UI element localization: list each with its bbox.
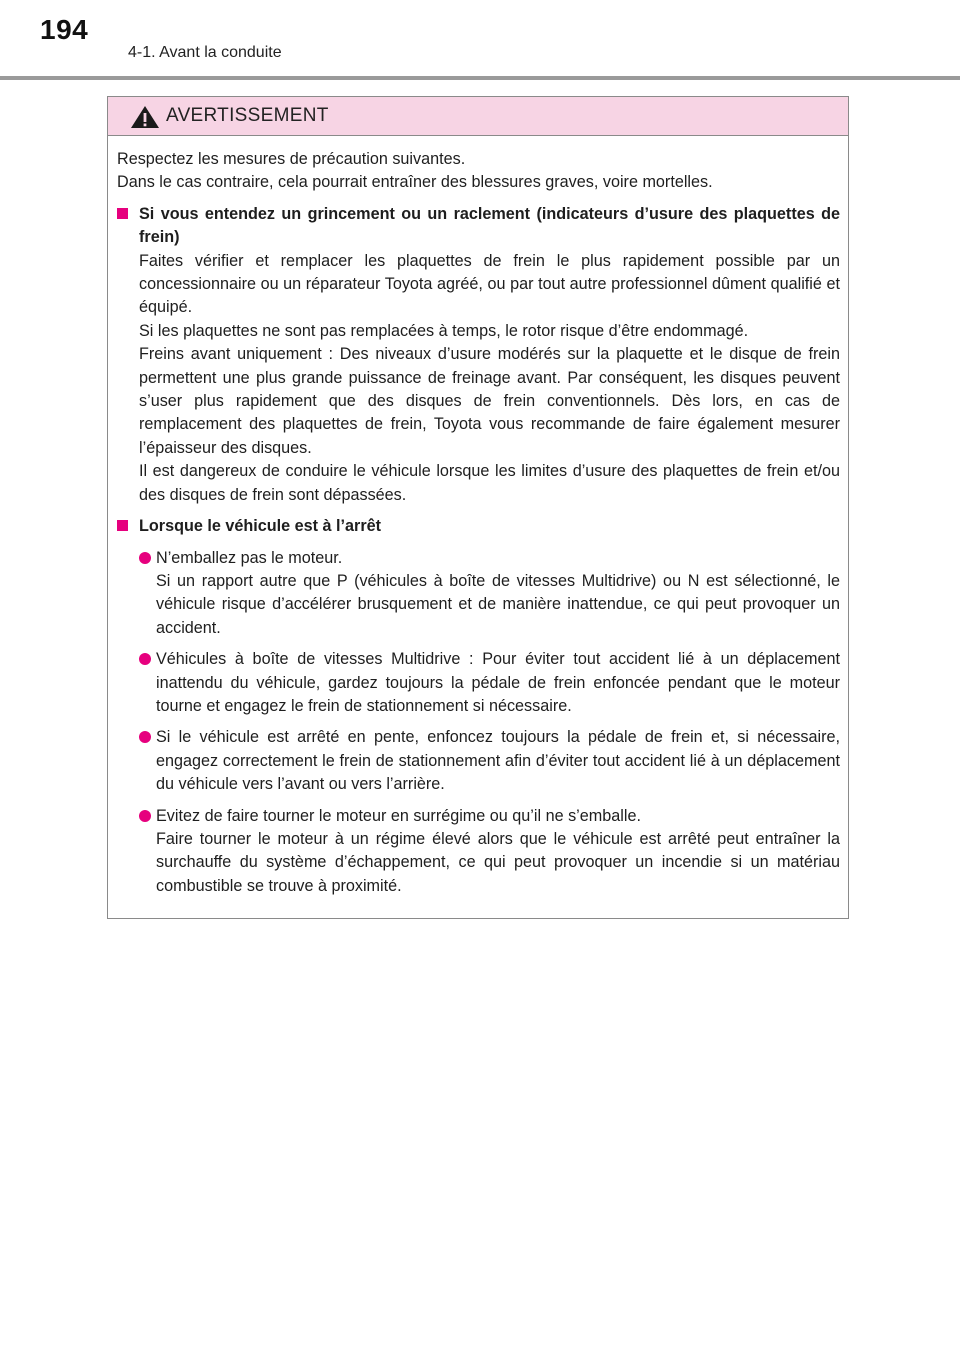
page-header [0, 0, 960, 80]
list-item-text: Si un rapport autre que P (véhicules à boîte de vitesses Multidrive) ou N est sélectionné, le véhicule risque d’accélérer brusquement et de manière inattendue, ce qui peut provoquer un accident. [156, 571, 840, 637]
list-item [117, 648, 840, 718]
intro-line-1: Respectez les mesures de précaution suivantes. [117, 150, 466, 168]
warning-body [108, 136, 848, 918]
list-item-text: Véhicules à boîte de vitesses Multidrive : Pour éviter tout accident lié à un déplacement inattendu du véhicule, gardez toujours la pédale de frein enfoncée pendant que le moteur tourne et engagez le frein de stationnement si nécessaire. [156, 650, 840, 715]
section-heading-brake-noise [117, 203, 840, 250]
list-item-lead: Evitez de faire tourner le moteur en surrégime ou qu’il ne s’emballe. [156, 806, 641, 825]
paragraph-wear-limits: Il est dangereux de conduire le véhicule lorsque les limites d’usure des plaquettes de frein et/ou des disques de frein sont dépassées. [139, 462, 840, 504]
section-heading-text: Lorsque le véhicule est à l’arrêt [139, 517, 382, 536]
section-heading-vehicle-stopped [117, 515, 840, 538]
section-heading-text: Si vous entendez un grincement ou un raclement (indicateurs d’usure des plaquettes de frein) [139, 204, 840, 247]
warning-header [108, 97, 848, 136]
intro-line-2: Dans le cas contraire, cela pourrait entraîner des blessures graves, voire mortelles. [117, 173, 713, 192]
list-item-text: Si le véhicule est arrêté en pente, enfoncez toujours la pédale de frein et, si nécessaire, engagez correctement le frein de stationnement afin d’éviter tout accident lié à un déplacement du véhicule vers l’avant ou vers l’arrière. [156, 728, 840, 794]
list-item [117, 805, 840, 899]
paragraph-replace-pads: Faites vérifier et remplacer les plaquettes de frein le plus rapidement possible par un concessionnaire ou un réparateur Toyota agréé, ou par tout autre professionnel dûment qualifié et équipé. [139, 251, 840, 317]
paragraph-front-brakes: Freins avant uniquement : Des niveaux d’usure modérés sur la plaquette et le disque de frein permettent une plus grande puissance de freinage avant. Par conséquent, les disques peuvent s’user plus rapidement que des disques de frein conventionnels. Dès lors, en cas de remplacement des plaquettes de frein, Toyota vous recommande de faire également mesurer l’épaisseur des disques. [139, 345, 840, 457]
list-item-text: Faire tourner le moteur à un régime élevé alors que le véhicule est arrêté peut entraîner la surchauffe du système d’échappement, ce qui peut provoquer un incendie si un matériau combustible se trouve à proximité. [156, 829, 840, 895]
header-rule [0, 76, 960, 80]
list-item-lead: N’emballez pas le moteur. [156, 548, 343, 567]
round-bullet-icon [139, 810, 151, 822]
square-bullet-icon [117, 520, 128, 531]
list-item [117, 547, 840, 641]
list-item [117, 726, 840, 796]
paragraph-rotor-damage: Si les plaquettes ne sont pas remplacées à temps, le rotor risque d’être endommagé. [139, 321, 749, 340]
square-bullet-icon [117, 208, 128, 219]
warning-title: AVERTISSEMENT [166, 105, 329, 126]
warning-triangle-icon [130, 105, 160, 129]
round-bullet-icon [139, 731, 151, 743]
round-bullet-icon [139, 653, 151, 665]
round-bullet-icon [139, 552, 151, 564]
page-number: 194 [40, 14, 89, 45]
warning-box [107, 96, 849, 919]
section-title: 4-1. Avant la conduite [128, 44, 282, 61]
